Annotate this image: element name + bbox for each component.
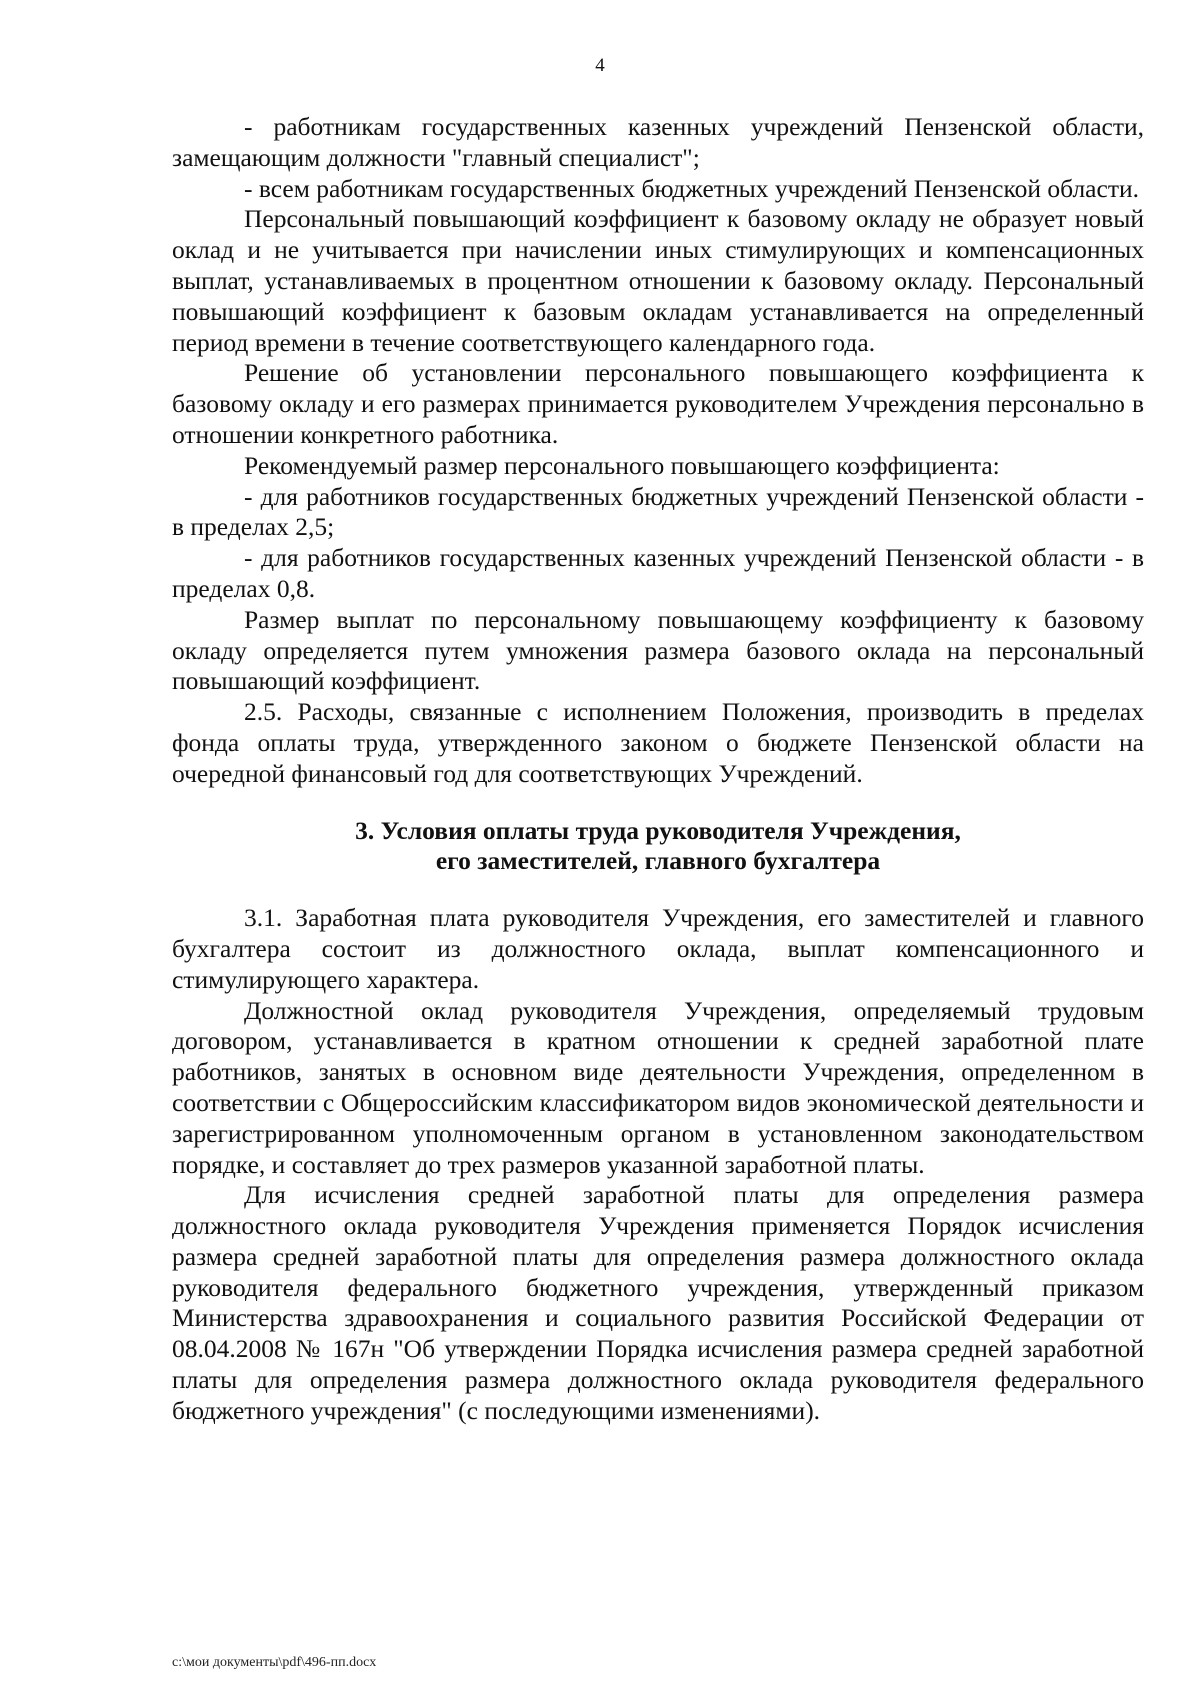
- paragraph: Рекомендуемый размер персонального повышающего коэффициента:: [244, 450, 1000, 480]
- section-heading-line: его заместителей, главного бухгалтера: [435, 846, 881, 876]
- paragraph: Решение об установлении персонального повышающего коэффициента к базовому окладу и его размерах принимается руководителем Учреждения персонально в отношении конкретного работника.: [172, 358, 1144, 449]
- paragraph: Персональный повышающий коэффициент к базовому окладу не образует новый оклад и не учитывается при начислении иных стимулирующих и компенсационных выплат, устанавливаемых в процентном отношении к базовому окладу. Персональный повышающий коэффициент к базовым окладам устанавливается на определенный период времени в течение соответствующего календарного года.: [172, 204, 1144, 357]
- section-heading: [172, 816, 1144, 878]
- document-body: [172, 112, 1144, 1427]
- section-heading-line: 3. Условия оплаты труда руководителя Учреждения,: [355, 815, 961, 845]
- paragraph: Размер выплат по персональному повышающему коэффициенту к базовому окладу определяется путем умножения размера базового оклада на персональный повышающий коэффициент.: [172, 604, 1144, 696]
- page-number: 4: [595, 55, 605, 76]
- paragraph: Должностной оклад руководителя Учреждения, определяемый трудовым договором, устанавливается в кратном отношении к средней заработной плате работников, занятых в основном виде деятельности Учреждения, определенном в соответствии с Общероссийским классификатором видов экономической деятельности и зарегистрированном уполномоченным органом в установленном законодательством порядке, и составляет до трех размеров указанной заработной платы.: [172, 995, 1144, 1179]
- paragraph: - всем работникам государственных бюджетных учреждений Пензенской области.: [244, 173, 1139, 203]
- paragraph: - для работников государственных казенных учреждений Пензенской области - в пределах 0,8.: [172, 543, 1144, 603]
- paragraph: Для исчисления средней заработной платы для определения размера должностного оклада руководителя Учреждения применяется Порядок исчисления размера средней заработной платы для определения размера должностного оклада руководителя федерального бюджетного учреждения, утвержденный приказом Министерства здравоохранения и социального развития Российской Федерации от 08.04.2008 № 167н "Об утверждении Порядка исчисления размера средней заработной платы для определения размера должностного оклада руководителя федерального бюджетного учреждения" (с последующими изменениями).: [172, 1180, 1144, 1425]
- paragraph: - работникам государственных казенных учреждений Пензенской области, замещающим должности "главный специалист";: [172, 112, 1144, 172]
- paragraph: 3.1. Заработная плата руководителя Учреждения, его заместителей и главного бухгалтера состоит из должностного оклада, выплат компенсационного и стимулирующего характера.: [172, 903, 1144, 994]
- paragraph: - для работников государственных бюджетных учреждений Пензенской области - в пределах 2,5;: [172, 481, 1144, 542]
- footer-file-path: c:\мои документы\pdf\496-пп.docx: [172, 1655, 377, 1670]
- paragraph: 2.5. Расходы, связанные с исполнением Положения, производить в пределах фонда оплаты труда, утвержденного законом о бюджете Пензенской области на очередной финансовый год для соответствующих Учреждений.: [172, 697, 1144, 788]
